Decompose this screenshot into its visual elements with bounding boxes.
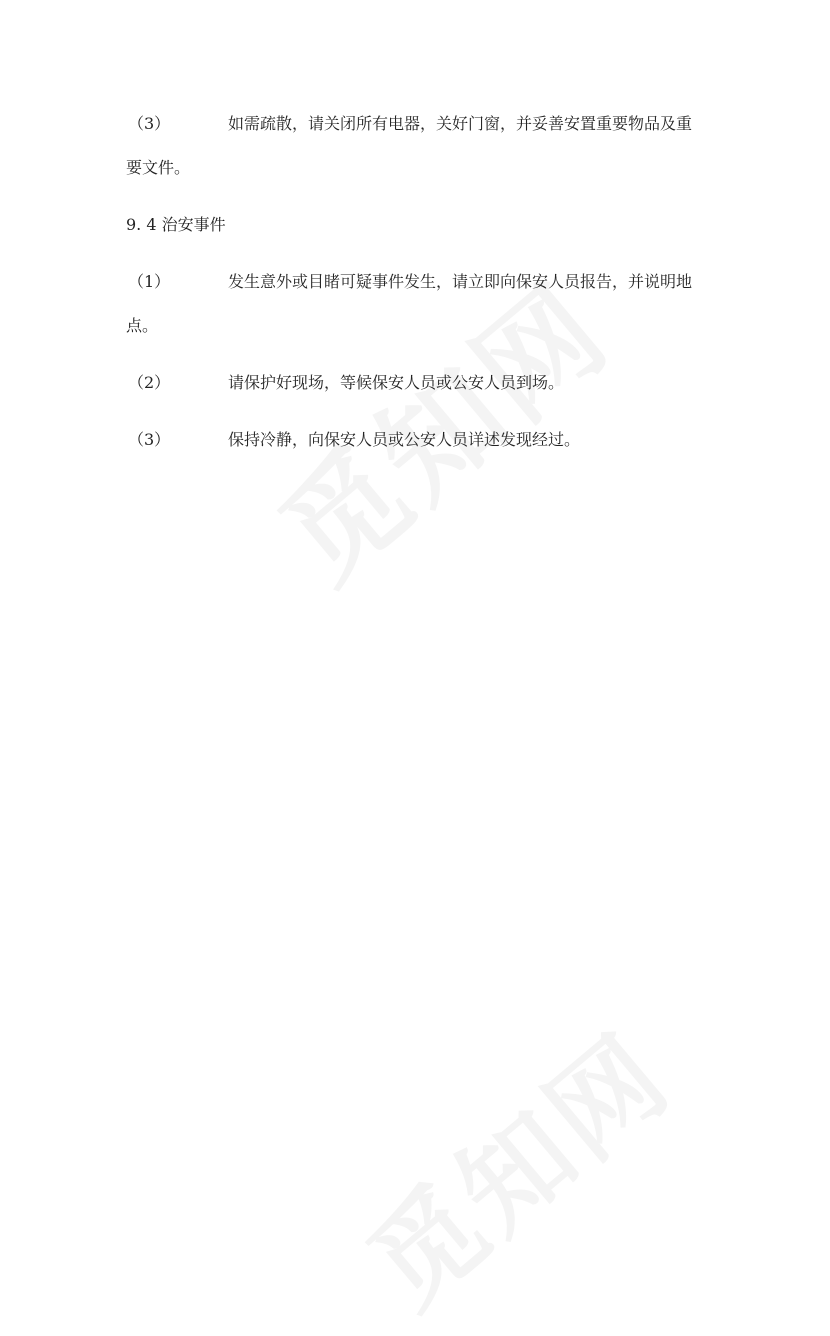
item-number: （3） [128,430,171,449]
section-heading: 9. 4 治安事件 [126,215,226,234]
item-number: （2） [128,373,171,392]
item-text-continued: 要文件。 [126,158,191,177]
watermark [239,239,639,614]
item-number: （3） [128,114,171,133]
item-text-continued: 点。 [126,316,159,335]
watermark [330,992,698,1336]
item-text: 如需疏散，请关闭所有电器，关好门窗，并妥善安置重要物品及重 [228,114,693,133]
item-text: 保持冷静，向保安人员或公安人员详述发现经过。 [228,430,581,449]
item-number: （1） [128,272,171,291]
item-text: 请保护好现场，等候保安人员或公安人员到场。 [228,373,565,392]
item-text: 发生意外或目睹可疑事件发生，请立即向保安人员报告，并说明地 [228,272,693,291]
